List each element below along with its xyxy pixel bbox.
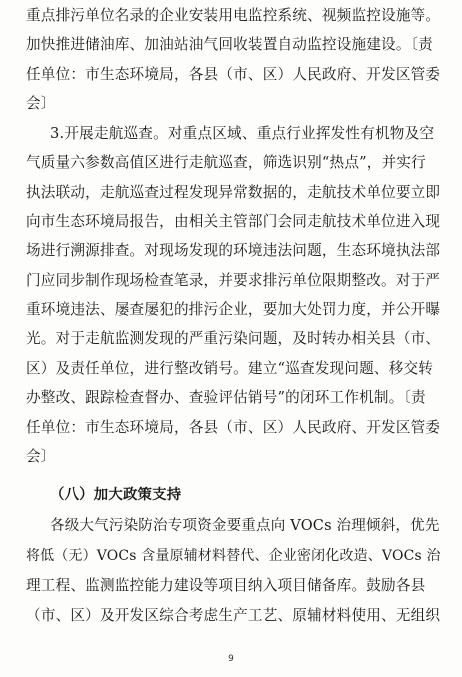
text-line: （市、区）及开发区综合考虑生产工艺、原辅材料使用、无组织 xyxy=(26,607,441,624)
text-line: 任单位：市生态环境局，各县（市、区）人民政府、开发区管委 xyxy=(26,66,441,83)
text-line: 各级大气污染防治专项资金要重点向 VOCs 治理倾斜，优先 xyxy=(50,518,440,534)
text-line: 光。对于走航监测发现的严重污染问题，及时转办相关县（市、 xyxy=(26,330,441,347)
text-line: 理工程、监测监控能力建设等项目纳入项目储备库。鼓励各县 xyxy=(26,577,426,594)
text-line: 重环境违法、屡查屡犯的排污企业，要加大处罚力度，并公开曝 xyxy=(26,301,441,318)
text-line: 3.开展走航巡查。对重点区域、重点行业挥发性有机物及空 xyxy=(50,125,435,142)
text-line: 加快推进储油库、加油站油气回收装置自动监控设施建设。〔责 xyxy=(26,36,433,53)
text-line: 重点排污单位名录的企业安装用电监控系统、视频监控设施等。 xyxy=(26,7,441,24)
text-line: 向市生态环境局报告，由相关主管部门会同走航技术单位进入现 xyxy=(26,213,441,230)
text-line: 执法联动，走航巡查过程发现异常数据的，走航技术单位要立即 xyxy=(26,184,441,201)
page-number: 9 xyxy=(228,654,234,664)
text-line: 会〕 xyxy=(26,448,56,465)
section-heading: （八）加大政策支持 xyxy=(50,487,182,503)
text-line: 将低（无）VOCs 含量原辅材料替代、企业密闭化改造、VOCs 治 xyxy=(26,548,441,564)
text-line: 场进行溯源排查。对现场发现的环境违法问题，生态环境执法部 xyxy=(26,242,441,259)
text-line: 办整改、跟踪检查督办、查验评估销号”的闭环工作机制。〔责 xyxy=(26,389,426,406)
text-line: 气质量六参数高值区进行走航巡查，筛选识别“热点”，并实行 xyxy=(26,154,426,171)
text-line: 区）及责任单位，进行整改销号。建立“巡查发现问题、移交转 xyxy=(26,360,434,377)
text-line: 任单位：市生态环境局，各县（市、区）人民政府、开发区管委 xyxy=(26,419,441,436)
text-line: 门应同步制作现场检查笔录，并要求排污单位限期整改。对于严 xyxy=(26,272,441,289)
text-line: 会〕 xyxy=(26,95,56,112)
